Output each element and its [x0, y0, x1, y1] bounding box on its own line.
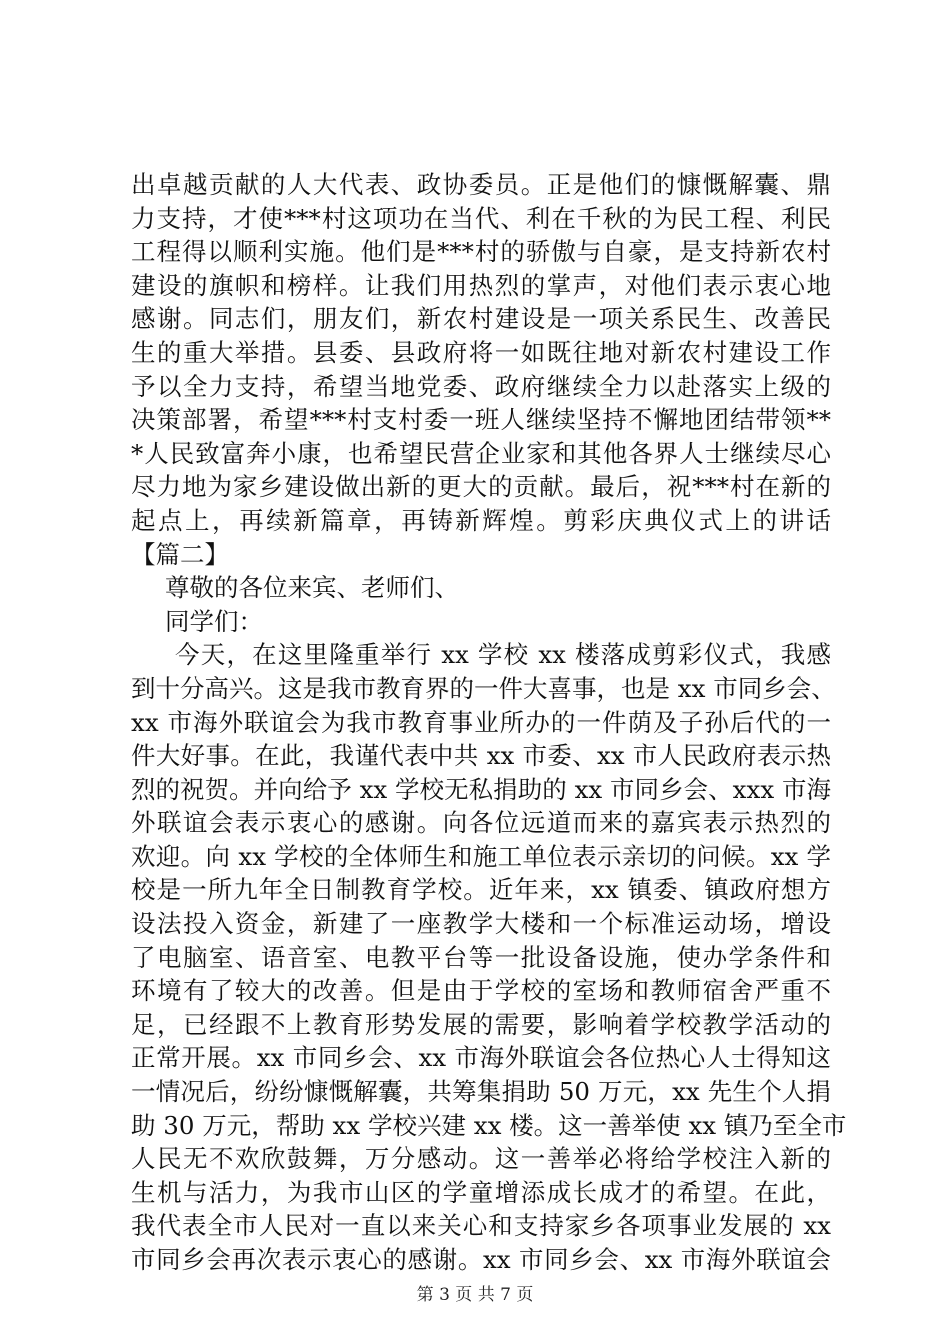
salutation-line: 同学们：: [165, 606, 263, 636]
text-line: 感谢。同志们，朋友们，新农村建设是一项关系民生、改善民: [131, 304, 831, 334]
text-line: 我代表全市人民对一直以来关心和支持家乡各项事业发展的 xx: [131, 1211, 831, 1241]
text-line: 足，已经跟不上教育形势发展的需要，影响着学校教学活动的: [131, 1009, 831, 1039]
text-line: 建设的旗帜和榜样。让我们用热烈的掌声，对他们表示衷心地: [131, 270, 831, 300]
text-line: 人民无不欢欣鼓舞，万分感动。这一善举必将给学校注入新的: [131, 1144, 831, 1174]
salutation-line: 尊敬的各位来宾、老师们、: [165, 573, 459, 603]
text-line: 烈的祝贺。并向给予 xx 学校无私捐助的 xx 市同乡会、xxx 市海: [131, 774, 831, 804]
text-line: 力支持，才使***村这项功在当代、利在千秋的为民工程、利民: [131, 203, 831, 233]
text-line: 市同乡会再次表示衷心的感谢。xx 市同乡会、xx 市海外联谊会: [131, 1245, 831, 1274]
text-line: 予以全力支持，希望当地党委、政府继续全力以赴落实上级的: [131, 371, 831, 401]
text-line: xx 市海外联谊会为我市教育事业所办的一件荫及子孙后代的一: [131, 707, 831, 737]
text-line: 件大好事。在此，我谨代表中共 xx 市委、xx 市人民政府表示热: [131, 741, 831, 771]
text-line: 生机与活力，为我市山区的学童增添成长成才的希望。在此，: [131, 1177, 831, 1207]
text-line: 工程得以顺利实施。他们是***村的骄傲与自豪，是支持新农村: [131, 237, 831, 267]
text-line: 今天，在这里隆重举行 xx 学校 xx 楼落成剪彩仪式，我感: [175, 640, 831, 670]
text-line: 正常开展。xx 市同乡会、xx 市海外联谊会各位热心人士得知这: [131, 1043, 831, 1073]
text-line: 环境有了较大的改善。但是由于学校的室场和教师宿舍严重不: [131, 976, 831, 1006]
text-line: 欢迎。向 xx 学校的全体师生和施工单位表示亲切的问候。xx 学: [131, 841, 831, 871]
text-line: 生的重大举措。县委、县政府将一如既往地对新农村建设工作: [131, 337, 831, 367]
text-line: 外联谊会表示衷心的感谢。向各位远道而来的嘉宾表示热烈的: [131, 808, 831, 838]
text-line: 出卓越贡献的人大代表、政协委员。正是他们的慷慨解囊、鼎: [131, 170, 831, 199]
text-line: 了电脑室、语音室、电教平台等一批设备设施，使办学条件和: [131, 942, 831, 972]
text-line: 一情况后，纷纷慷慨解囊，共筹集捐助 50 万元，xx 先生个人捐: [131, 1077, 831, 1107]
text-line: *人民致富奔小康，也希望民营企业家和其他各界人士继续尽心: [131, 438, 831, 468]
text-line: 校是一所九年全日制教育学校。近年来，xx 镇委、镇政府想方: [131, 875, 831, 905]
text-line: 到十分高兴。这是我市教育界的一件大喜事，也是 xx 市同乡会、: [131, 673, 836, 703]
text-line: 尽力地为家乡建设做出新的更大的贡献。最后，祝***村在新的: [131, 472, 831, 502]
text-line: 起点上，再续新篇章，再铸新辉煌。剪彩庆典仪式上的讲话: [131, 505, 831, 535]
section-heading: 【篇二】: [131, 539, 229, 569]
text-line: 决策部署，希望***村支村委一班人继续坚持不懈地团结带领**: [131, 405, 831, 435]
text-line: 助 30 万元，帮助 xx 学校兴建 xx 楼。这一善举使 xx 镇乃至全市: [131, 1110, 847, 1140]
text-line: 设法投入资金，新建了一座教学大楼和一个标准运动场，增设: [131, 909, 831, 939]
page-number-footer: 第 3 页 共 7 页: [416, 1285, 534, 1305]
document-body: [131, 168, 847, 1277]
